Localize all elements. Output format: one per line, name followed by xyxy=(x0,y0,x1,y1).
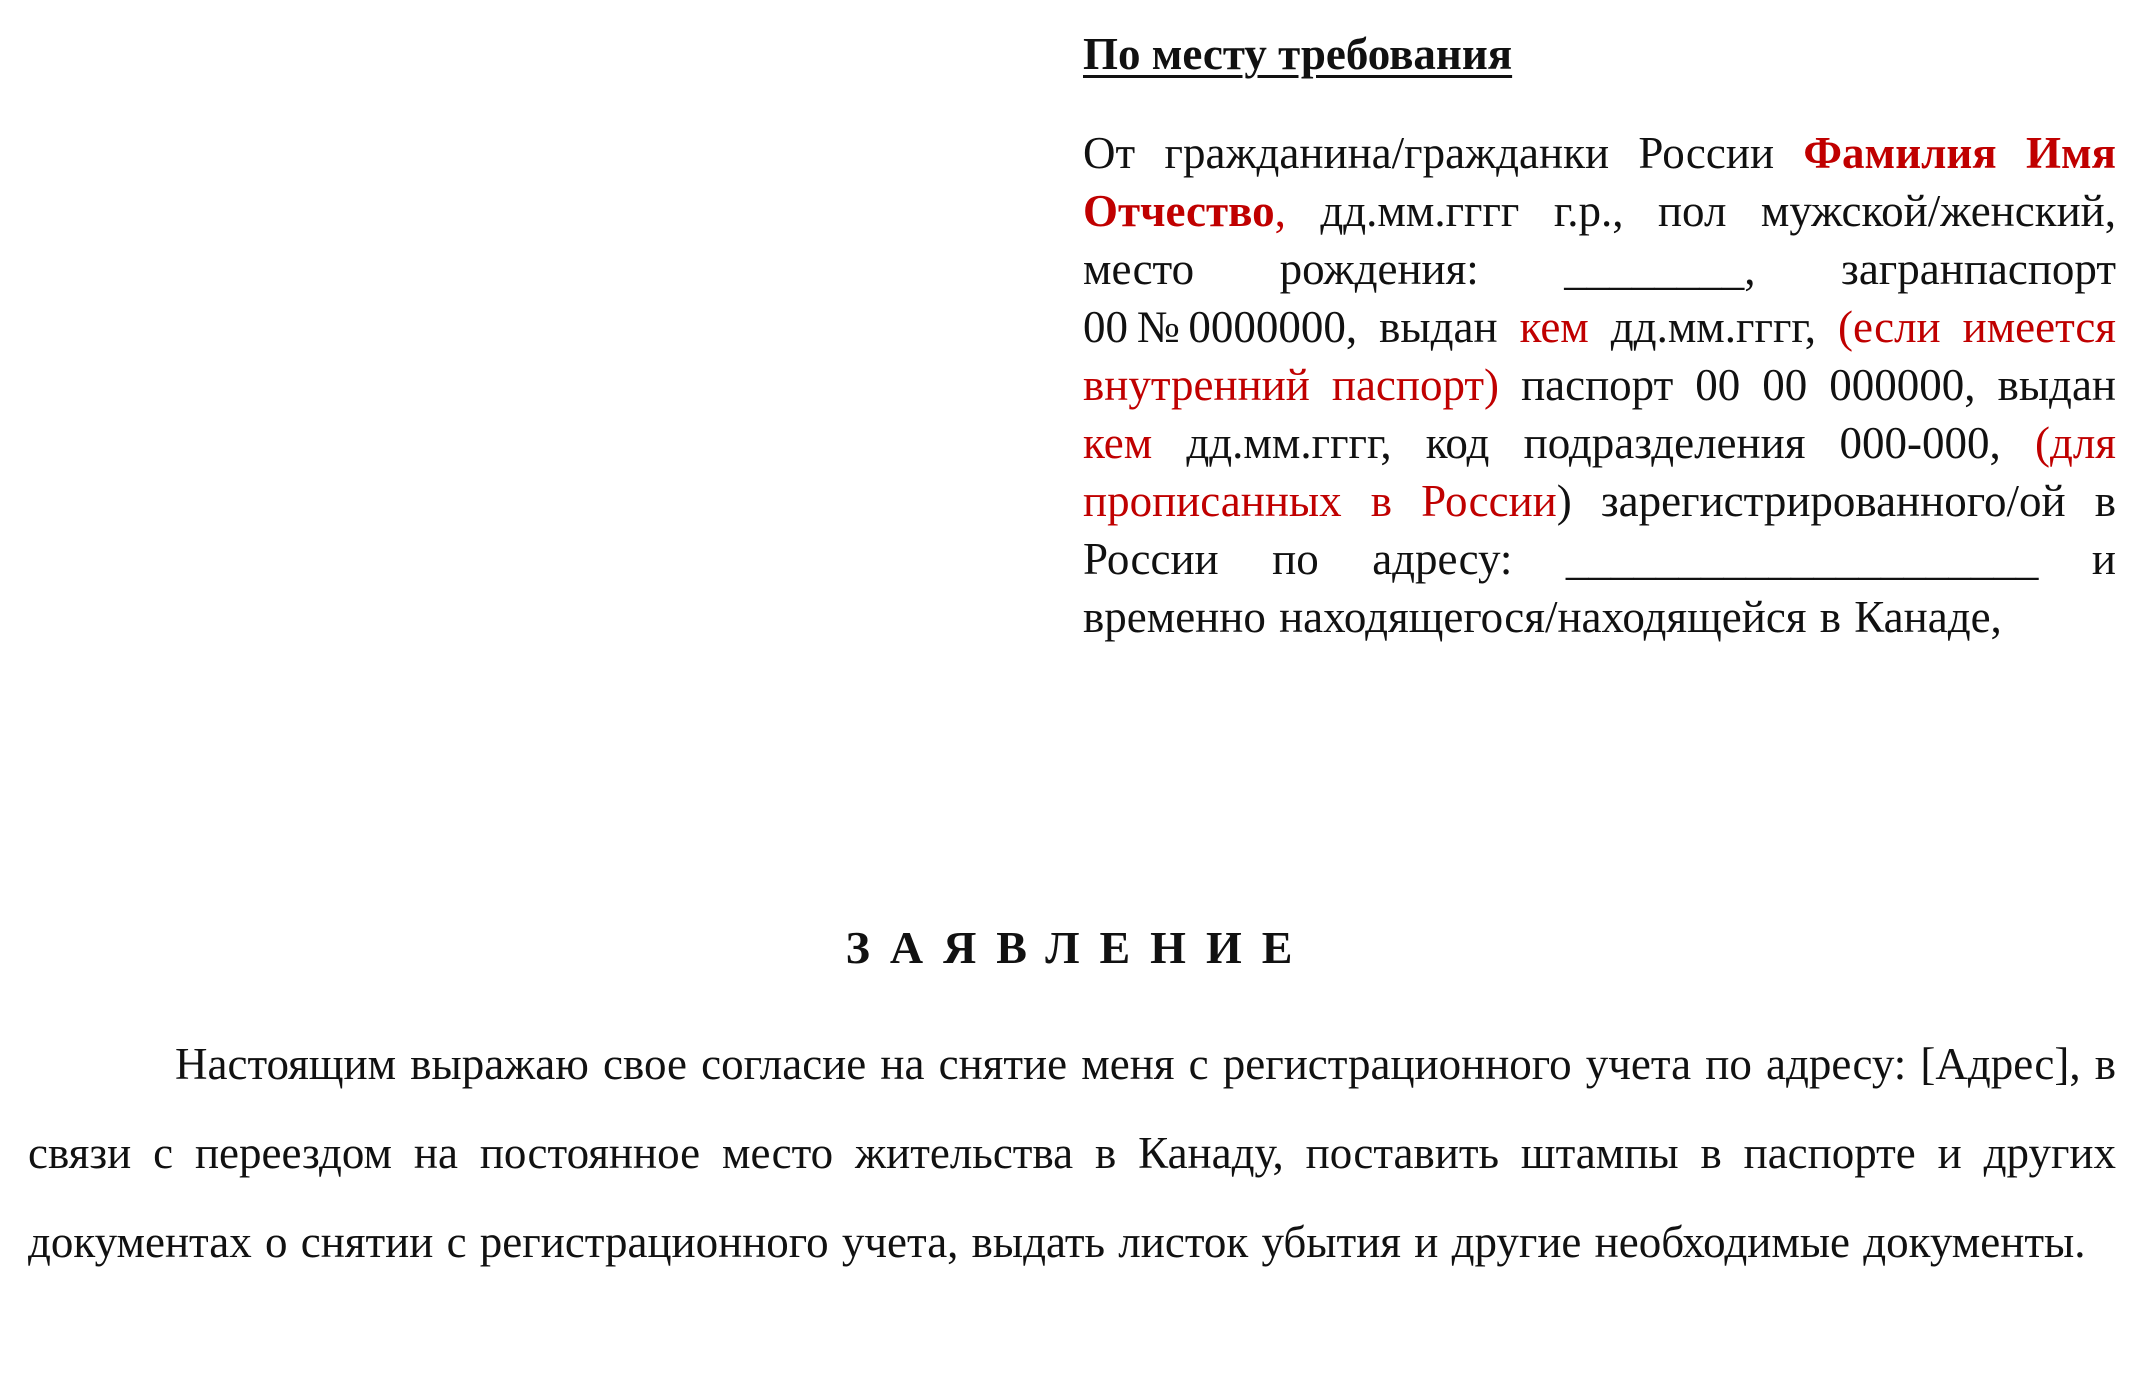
issued-by-placeholder: кем xyxy=(1083,418,1153,468)
statement-body: Настоящим выражаю свое согласие на снятие меня с регистрационного учета по адресу: [Адрес], в связи с переездом на постоянное место жительства в Канаду, поставить штампы в паспорте и других документах о снятии с регистрационного учета, выдать листок убытия и другие необходимые документы. xyxy=(28,1039,2116,1267)
registered-in-russia-note: (для прописанных в России xyxy=(1083,418,2116,526)
sender-from-prefix: От гражданина/гражданки России xyxy=(1083,128,1804,178)
addressee-heading: По месту требования xyxy=(1083,29,1513,79)
sender-details-text: ) зарегистрированного/ой в России по адресу: _____________________ и временно находящегося/находящейся в Канаде, xyxy=(1083,476,2116,642)
sender-details-text: дд.мм.гггг, xyxy=(1588,302,1839,352)
addressee-block xyxy=(1083,26,2116,646)
sender-name-comma: , xyxy=(1274,186,1286,236)
document-title: ЗАЯВЛЕНИЕ xyxy=(845,922,1313,973)
internal-passport-note: (если имеется внутренний паспорт) xyxy=(1083,302,2117,410)
issued-by-placeholder: кем xyxy=(1519,302,1589,352)
sender-details-text: дд.мм.гггг, код подразделения 000-000, xyxy=(1152,418,2035,468)
sender-details-text: паспорт 00 00 000000, выдан xyxy=(1499,360,2117,410)
sender-details-paragraph xyxy=(1083,124,2116,646)
sender-details-text: дд.мм.гггг г.р., пол мужской/женский, место рождения: ________, загранпаспорт 00№0000000, выдан xyxy=(1083,186,2116,352)
sender-full-name-placeholder: Фамилия Имя Отчество xyxy=(1083,128,2116,236)
